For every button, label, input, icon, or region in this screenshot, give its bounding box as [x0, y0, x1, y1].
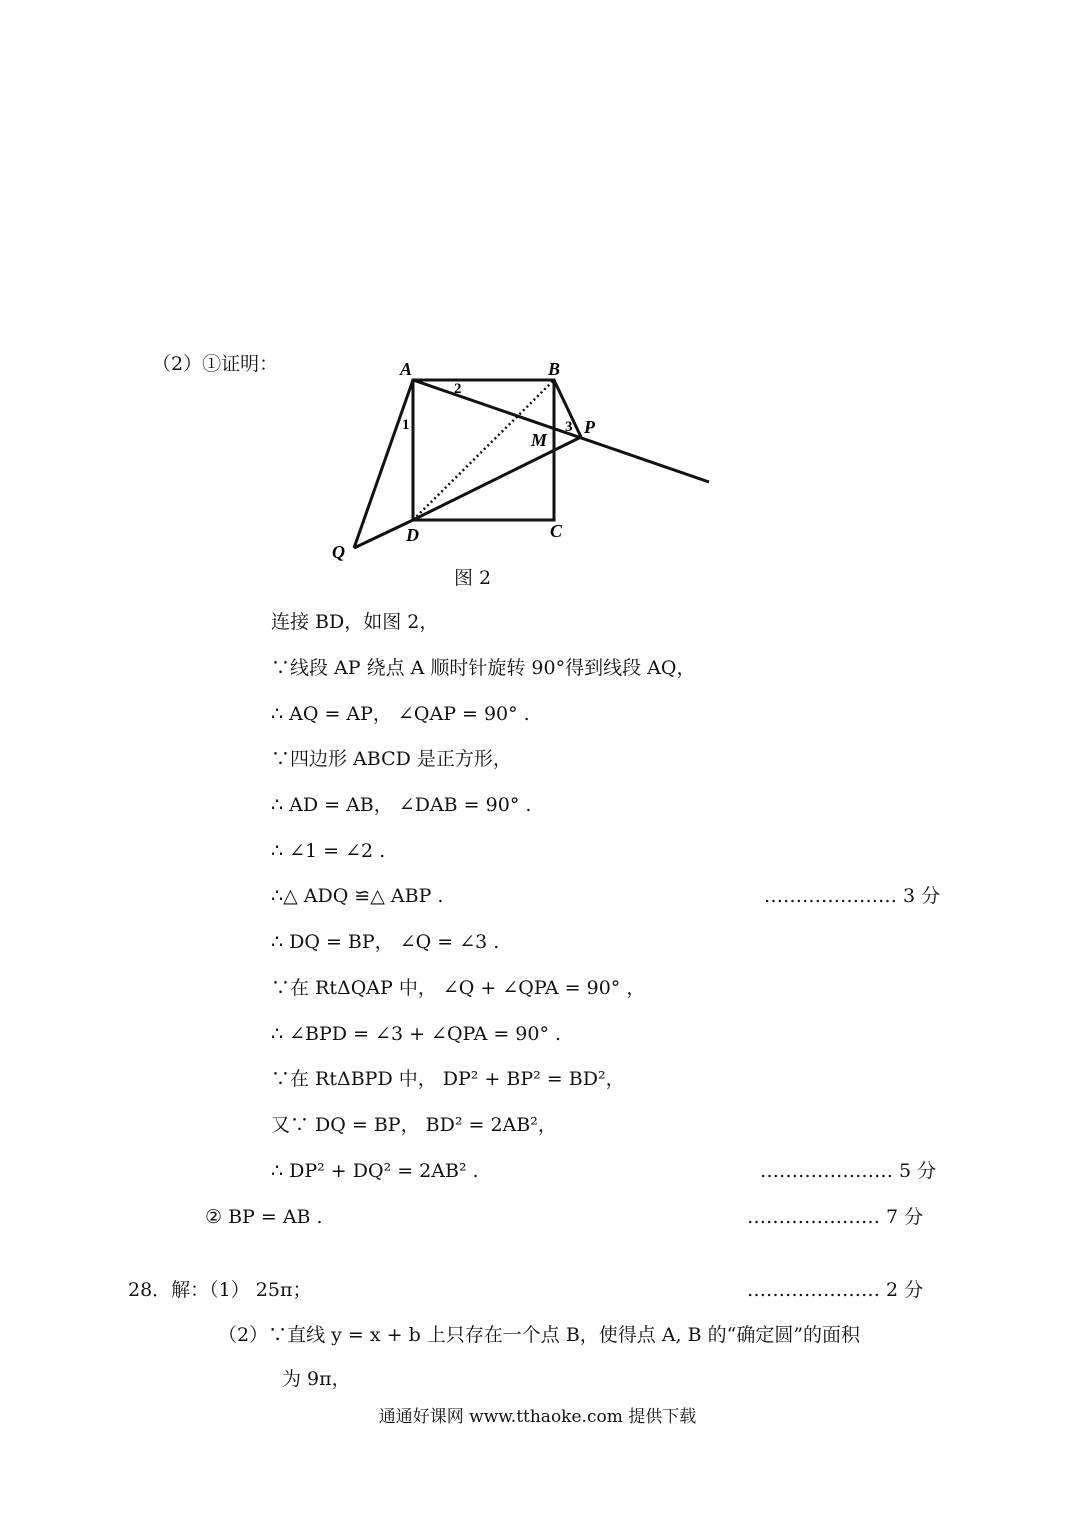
proof-line-1: 连接 BD，如图 2， — [271, 611, 439, 633]
proof-line-6: ∴ ∠1 = ∠2 . — [271, 840, 386, 862]
angle-label-3: 3 — [565, 419, 573, 435]
score-marker-7 — [747, 1205, 923, 1229]
proof-line-7: ∴△ ADQ ≌△ ABP . — [271, 885, 444, 907]
segment-dp — [413, 437, 581, 520]
proof-line-9: ∵在 RtΔQAP 中， ∠Q + ∠QPA = 90° ， — [271, 977, 646, 999]
point-label-m: M — [531, 430, 548, 450]
figure-caption: 图 2 — [454, 567, 492, 589]
proof-line-12: 又∵ DQ = BP， BD² = 2AB²， — [271, 1114, 557, 1136]
point-label-q: Q — [332, 542, 345, 562]
score-value: 7 分 — [886, 1206, 924, 1228]
score-value: 3 分 — [903, 885, 941, 907]
proof-line-5: ∴ AD = AB， ∠DAB = 90° . — [271, 794, 532, 816]
segment-bd-dotted — [413, 380, 554, 520]
point-label-d: D — [406, 525, 419, 545]
score-leader-dots: ………………… — [747, 1279, 887, 1301]
point-label-c: C — [550, 521, 563, 541]
proof-line-3: ∴ AQ = AP， ∠QAP = 90° . — [271, 703, 530, 725]
proof-line-10: ∴ ∠BPD = ∠3 + ∠QPA = 90° . — [271, 1023, 562, 1045]
score-leader-dots: ………………… — [747, 1206, 887, 1228]
proof-line-11: ∵在 RtΔBPD 中， DP² + BP² = BD²， — [271, 1068, 625, 1090]
q28-line-2: （2）∵直线 y = x + b 上只存在一个点 B，使得点 A, B 的“确定圆”的面积 — [218, 1324, 861, 1346]
angle-label-2: 2 — [454, 381, 462, 397]
geometry-figure — [0, 0, 1075, 600]
part2-sub2-answer: ② BP = AB . — [205, 1206, 323, 1228]
point-label-b: B — [548, 359, 561, 379]
score-leader-dots: ………………… — [764, 885, 904, 907]
point-label-p: P — [584, 417, 595, 437]
part2-heading: （2）①证明： — [152, 353, 279, 375]
score-marker-3 — [764, 884, 940, 908]
page-footer: 通通好课网 www.tthaoke.com 提供下载 — [378, 1407, 697, 1427]
proof-line-13: ∴ DP² + DQ² = 2AB² . — [271, 1160, 479, 1182]
score-marker-5 — [760, 1159, 936, 1183]
score-marker-2 — [747, 1278, 923, 1302]
proof-line-8: ∴ DQ = BP， ∠Q = ∠3 . — [271, 931, 500, 953]
proof-line-2: ∵线段 AP 绕点 A 顺时针旋转 90°得到线段 AQ， — [271, 657, 696, 679]
q28-line-1: 28．解：（1） 25π； — [128, 1279, 312, 1301]
proof-line-4: ∵四边形 ABCD 是正方形， — [271, 748, 512, 770]
point-label-a: A — [400, 359, 413, 379]
score-value: 2 分 — [886, 1279, 924, 1301]
q28-line-3: 为 9π， — [282, 1368, 351, 1390]
angle-label-1: 1 — [402, 417, 410, 433]
score-value: 5 分 — [899, 1160, 937, 1182]
score-leader-dots: ………………… — [760, 1160, 900, 1182]
